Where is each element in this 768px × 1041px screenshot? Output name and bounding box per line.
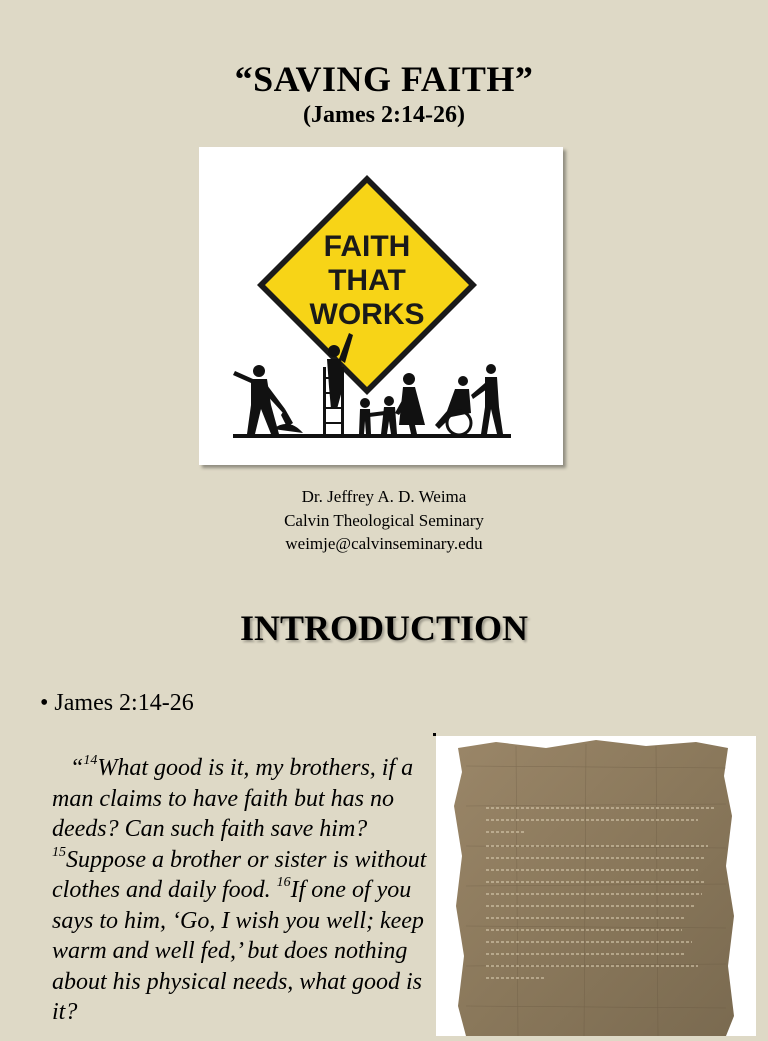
sign-line-faith: FAITH [323,230,411,263]
papyrus-sheet [454,740,734,1036]
papyrus-image [436,736,756,1036]
verse-16-text: If one of you says to him, ‘Go, I wish you well; keep warm and well fed,’ but does nothing about his physical needs, what good is it? [52,877,424,1025]
author-block [0,485,768,556]
worker-silhouette [233,365,303,434]
verse-16-number: 16 [276,875,291,890]
ground-line [233,434,511,438]
wheelchair-silhouette [435,364,503,435]
verse-15-text: Suppose a brother or sister is without clothes and daily food. [52,846,427,903]
papyrus-illustration [436,736,756,1036]
scripture-quote [52,753,432,1028]
scripture-reference-bullet: • James 2:14-26 [40,690,194,716]
author-name: Dr. Jeffrey A. D. Weima [301,487,467,506]
slide-subtitle: (James 2:14-26) [303,102,465,128]
author-institution: Calvin Theological Seminary [284,510,484,530]
introduction-slide [0,575,768,1024]
intro-title: INTRODUCTION [239,608,529,648]
sign-line-works: WORKS [309,298,425,331]
author-email: weimje@calvinseminary.edu [285,534,483,553]
open-quote: “ [70,755,84,781]
faith-that-works-image [199,147,563,465]
verse-14-text: What good is it, my brothers, if a man claims to have faith but has no deeds? Can such faith save him? [52,755,414,842]
slide-title: “SAVING FAITH” [234,59,534,99]
sign-line-that: THAT [328,264,406,297]
verse-15-number: 15 [52,844,66,860]
verse-14-number: 14 [83,753,98,768]
